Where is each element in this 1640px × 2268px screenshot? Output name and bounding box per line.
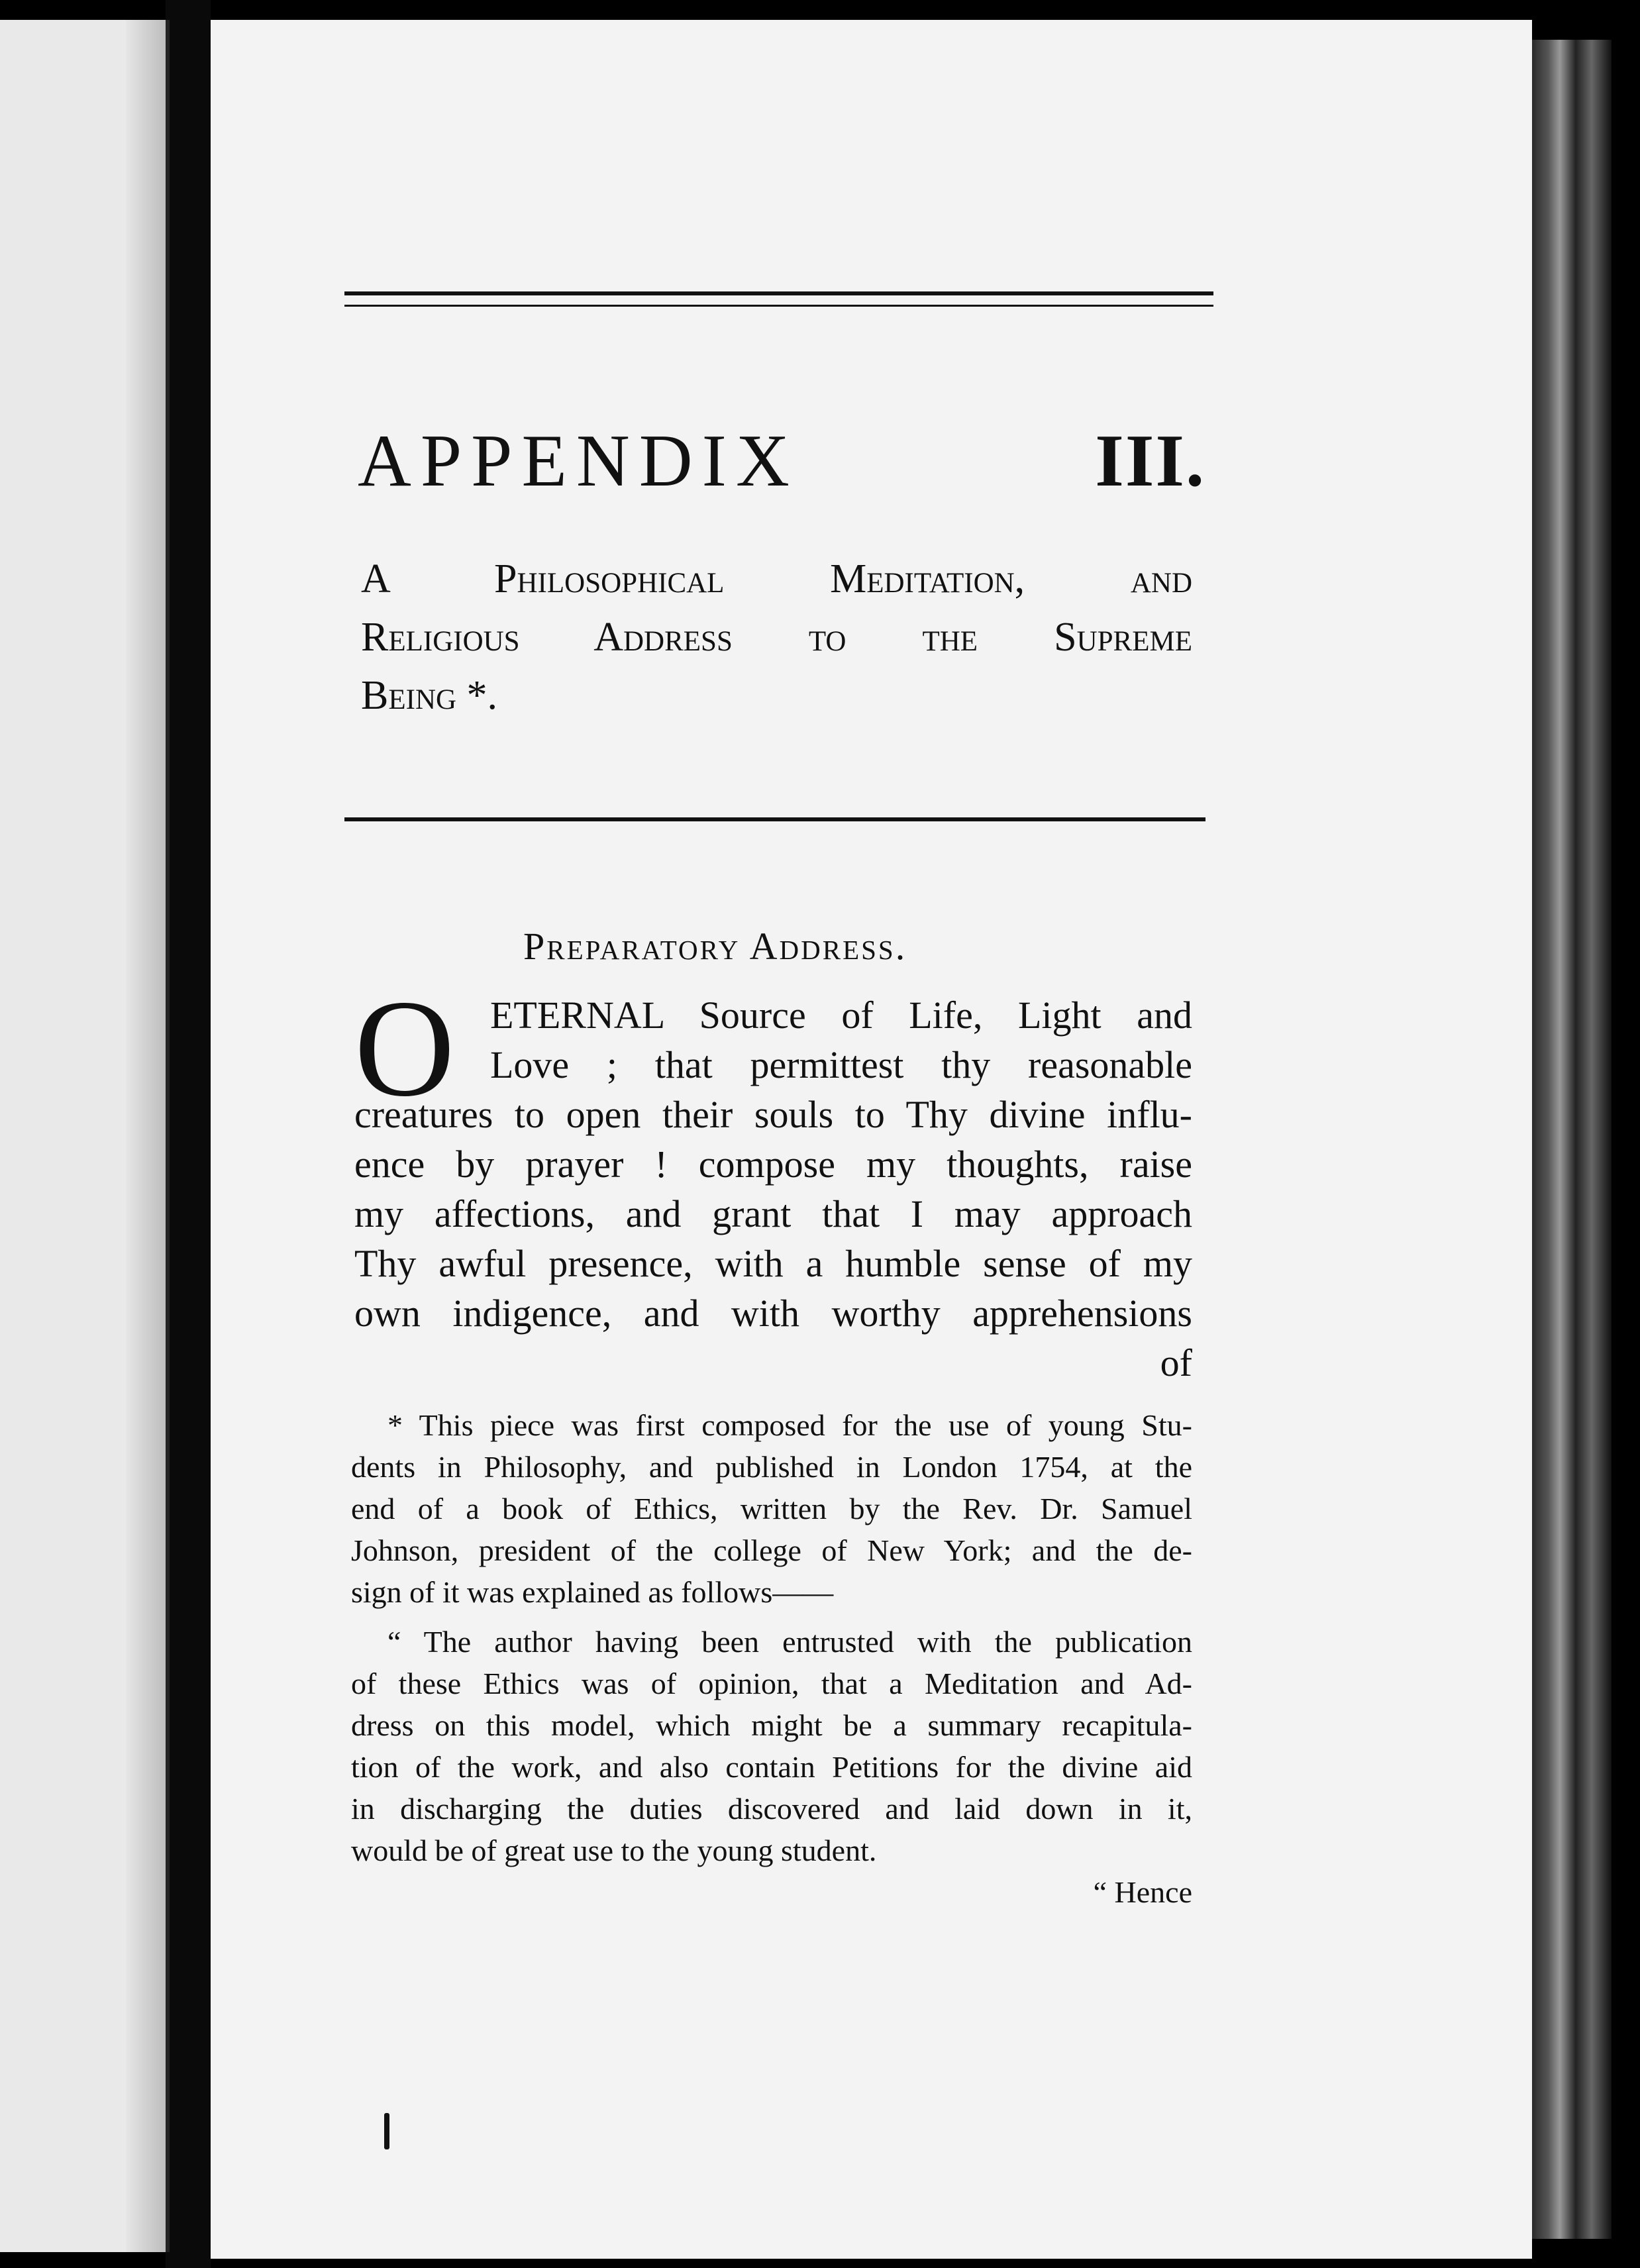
footnote-line: in discharging the duties discovered and laid down in it, <box>351 1792 1192 1826</box>
footnote-line: tion of the work, and also contain Petitions for the divine aid <box>351 1750 1192 1784</box>
body-text <box>354 990 1192 1388</box>
rule-thin <box>344 305 1213 307</box>
footnote-line: would be of great use to the young student. <box>351 1833 877 1867</box>
body-line: Love ; that permittest thy reasonable <box>490 1043 1192 1086</box>
body-line: creatures to open their souls to Thy divine influ- <box>354 1093 1192 1136</box>
footnote-line: sign of it was explained as follows—— <box>351 1575 834 1609</box>
body-line: my affections, and grant that I may approach <box>354 1192 1192 1235</box>
section-heading: Preparatory Address. <box>523 925 907 968</box>
footnote-line: * This piece was first composed for the use of young Stu- <box>387 1408 1192 1442</box>
body-line: own indigence, and with worthy apprehensions <box>354 1292 1192 1335</box>
body-line: Thy awful presence, with a humble sense of my <box>354 1242 1192 1285</box>
book-gutter <box>166 0 211 2268</box>
page-title <box>358 420 1205 502</box>
footnote-line: “ The author having been entrusted with the publication <box>387 1625 1192 1659</box>
subtitle-line: A Philosophical Meditation, and <box>361 556 1192 601</box>
footnote-catchword: “ Hence <box>1093 1875 1192 1909</box>
footnote <box>351 1404 1192 1913</box>
title-word: APPENDIX <box>358 420 799 502</box>
body-line: ence by prayer ! compose my thoughts, raise <box>354 1143 1192 1186</box>
facing-page-edge <box>0 20 170 2252</box>
ink-mark <box>384 2113 389 2149</box>
footnote-line: end of a book of Ethics, written by the Rev. Dr. Samuel <box>351 1492 1192 1525</box>
footnote-line: dents in Philosophy, and published in London 1754, at the <box>351 1450 1192 1484</box>
section-rule <box>344 817 1205 821</box>
footnote-line: Johnson, president of the college of New York; and the de- <box>351 1533 1192 1567</box>
body-line: ETERNAL Source of Life, Light and <box>490 994 1192 1037</box>
drop-cap: O <box>354 972 455 1125</box>
page-shadow <box>126 20 166 2252</box>
rule-thick <box>344 291 1213 295</box>
page-subtitle <box>361 550 1192 725</box>
footnote-gap <box>351 1613 1192 1621</box>
title-number: III. <box>1095 420 1205 502</box>
footnote-line: of these Ethics was of opinion, that a Meditation and Ad- <box>351 1667 1192 1700</box>
subtitle-line: Religious Address to the Supreme <box>361 615 1192 660</box>
catchword: of <box>1160 1341 1192 1384</box>
header-double-rule <box>344 291 1213 307</box>
footnote-line: dress on this model, which might be a summary recapitula- <box>351 1708 1192 1742</box>
subtitle-line: Being *. <box>361 673 498 718</box>
page-edge-stack <box>1532 40 1612 2239</box>
